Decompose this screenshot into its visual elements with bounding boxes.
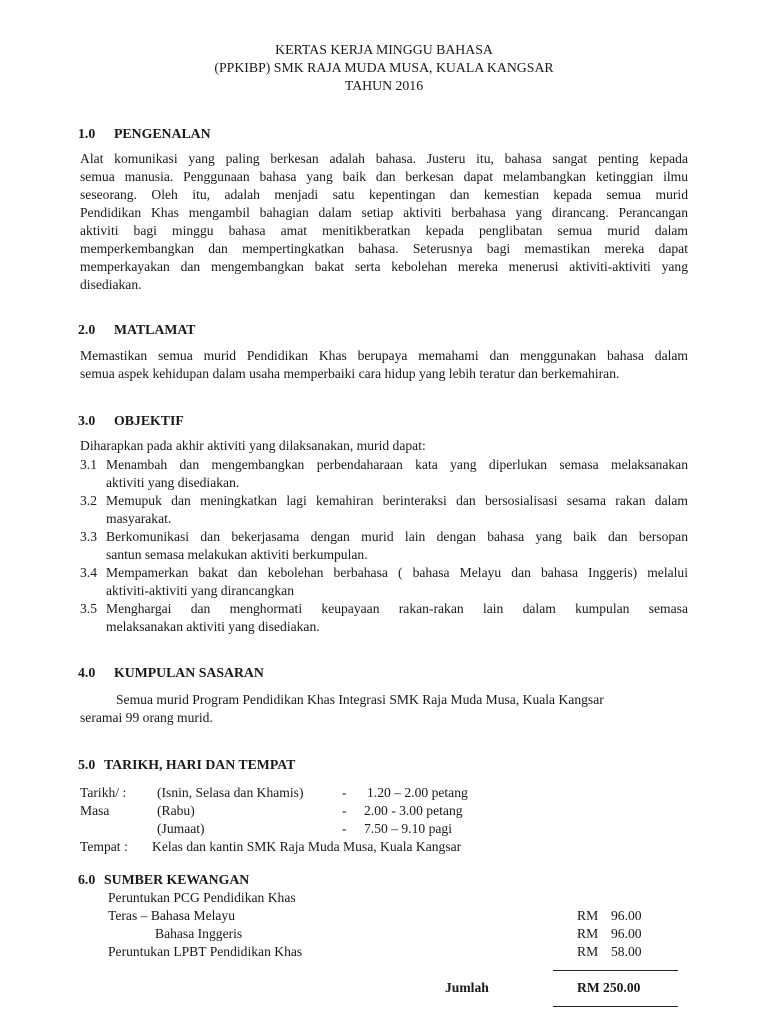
section-number: 2.0: [78, 322, 96, 337]
total-label: Jumlah: [445, 980, 489, 995]
funding-subheading: Peruntukan PCG Pendidikan Khas: [108, 890, 296, 905]
paragraph-line: semua aspek kehidupan dalam usaha memperbaiki cara hidup yang lebih teratur dan berkemahiran.: [80, 366, 620, 381]
paragraph-line: Pendidikan Khas mengambil bahagian dalam setiap aktiviti berbahasa yang dirancang. Perancangan: [80, 205, 688, 220]
section-heading-kumpulan-sasaran: [78, 665, 264, 681]
section-number: 4.0: [78, 665, 96, 680]
section-heading-tarikh: [78, 757, 295, 773]
funding-label: Teras – Bahasa Melayu: [108, 908, 236, 923]
schedule-time: 7.50 – 9.10 pagi: [364, 821, 452, 836]
section-number: 1.0: [78, 126, 96, 141]
section-title: PENGENALAN: [114, 126, 211, 141]
list-item: [80, 528, 688, 564]
place-value: Kelas dan kantin SMK Raja Muda Musa, Kuala Kangsar: [152, 839, 462, 854]
section-heading-sumber-kewangan: [78, 872, 249, 888]
schedule-time: 2.00 - 3.00 petang: [364, 803, 463, 818]
section-number: 3.0: [78, 413, 96, 428]
funding-currency: RM: [577, 926, 599, 941]
item-text: melaksanakan aktiviti yang disediakan.: [106, 619, 320, 634]
item-text: Menambah dan mengembangkan perbendaharaan kata yang diperlukan semasa melaksanakan: [106, 457, 688, 472]
schedule-label: Tarikh/ :: [80, 785, 127, 800]
item-number: 3.1: [80, 457, 97, 472]
section-title: SUMBER KEWANGAN: [104, 872, 250, 887]
item-text: Berkomunikasi dan bekerjasama dengan murid lain dengan bahasa yang baik dan bersopan: [106, 529, 688, 544]
list-item: [80, 600, 688, 636]
section-title: KUMPULAN SASARAN: [114, 665, 264, 680]
schedule-day: (Isnin, Selasa dan Khamis): [157, 785, 304, 800]
item-text: aktiviti yang disediakan.: [106, 475, 240, 490]
objektif-list: [80, 456, 688, 636]
item-text: aktiviti-aktiviti yang dirancangkan: [106, 583, 294, 598]
item-text: santun semasa melakukan aktiviti berkumpulan.: [106, 547, 368, 562]
item-number: 3.5: [80, 601, 97, 616]
funding-amount: 58.00: [611, 944, 642, 959]
section-heading-matlamat: [78, 322, 196, 338]
funding-amount: 96.00: [611, 926, 642, 941]
objektif-intro: Diharapkan pada akhir aktiviti yang dilaksanakan, murid dapat:: [80, 438, 426, 453]
document-title: KERTAS KERJA MINGGU BAHASA: [275, 42, 493, 57]
schedule-label: Masa: [80, 803, 110, 818]
section-title: TARIKH, HARI DAN TEMPAT: [104, 757, 296, 772]
pengenalan-paragraph: [80, 150, 688, 294]
funding-currency: RM: [577, 908, 599, 923]
section-heading-pengenalan: [78, 126, 211, 142]
section-number: 5.0: [78, 757, 96, 772]
schedule-dash: -: [342, 803, 347, 818]
total-bottom-rule: [553, 1006, 678, 1007]
paragraph-line: seseorang. Oleh itu, adalah menjadi satu kepentingan dan kemestian kepada semua murid: [80, 187, 688, 202]
item-text: masyarakat.: [106, 511, 172, 526]
section-title: MATLAMAT: [114, 322, 196, 337]
item-number: 3.2: [80, 493, 97, 508]
section-heading-objektif: [78, 413, 184, 429]
schedule-day: (Rabu): [157, 803, 195, 818]
paragraph-line: semua manusia. Penggunaan bahasa yang baik dan berkesan dapat melambangkan ketinggian ilmu: [80, 169, 688, 184]
funding-currency: RM: [577, 944, 599, 959]
schedule-dash: -: [342, 785, 347, 800]
section-title: OBJEKTIF: [114, 413, 184, 428]
paragraph-line: disediakan.: [80, 277, 142, 292]
matlamat-paragraph: [80, 347, 688, 383]
list-item: [80, 456, 688, 492]
place-label: Tempat :: [80, 839, 128, 854]
section-number: 6.0: [78, 872, 96, 887]
document-subtitle: (PPKIBP) SMK RAJA MUDA MUSA, KUALA KANGSAR: [214, 60, 554, 75]
item-text: Mempamerkan bakat dan kebolehan berbahasa ( bahasa Melayu dan bahasa Inggeris) melalui: [106, 565, 688, 580]
paragraph-line: Memastikan semua murid Pendidikan Khas berupaya memahami dan menggunakan bahasa dalam: [80, 348, 688, 363]
paragraph-line: aktiviti bagi minggu bahasa amat menitikberatkan kepada penglibatan semua murid dalam: [80, 223, 688, 238]
document-year: TAHUN 2016: [344, 78, 424, 93]
list-item: [80, 492, 688, 528]
schedule-dash: -: [342, 821, 347, 836]
paragraph-line: Alat komunikasi yang paling berkesan adalah bahasa. Justeru itu, bahasa sangat penting kepada: [80, 151, 688, 166]
sasaran-line: Semua murid Program Pendidikan Khas Integrasi SMK Raja Muda Musa, Kuala Kangsar: [116, 692, 604, 707]
item-number: 3.3: [80, 529, 97, 544]
item-number: 3.4: [80, 565, 97, 580]
total-value: RM 250.00: [577, 980, 641, 995]
total-top-rule: [553, 970, 678, 971]
funding-amount: 96.00: [611, 908, 642, 923]
schedule-time: 1.20 – 2.00 petang: [367, 785, 468, 800]
item-text: Menghargai dan menghormati keupayaan rakan-rakan lain dalam kumpulan semasa: [106, 601, 688, 616]
paragraph-line: memperkayakan dan mengembangkan bakat serta kebolehan mereka menerusi aktiviti-aktiviti yang: [80, 259, 688, 274]
list-item: [80, 564, 688, 600]
schedule-day: (Jumaat): [157, 821, 205, 836]
funding-label: Peruntukan LPBT Pendidikan Khas: [108, 944, 303, 959]
funding-label: Bahasa Inggeris: [155, 926, 243, 941]
sasaran-line: seramai 99 orang murid.: [80, 710, 213, 725]
item-text: Memupuk dan meningkatkan lagi kemahiran berinteraksi dan bersosialisasi sesama rakan dalam: [106, 493, 688, 508]
paragraph-line: memperkembangkan dan mempertingkatkan bahasa. Seterusnya bagi memastikan mereka dapat: [80, 241, 688, 256]
